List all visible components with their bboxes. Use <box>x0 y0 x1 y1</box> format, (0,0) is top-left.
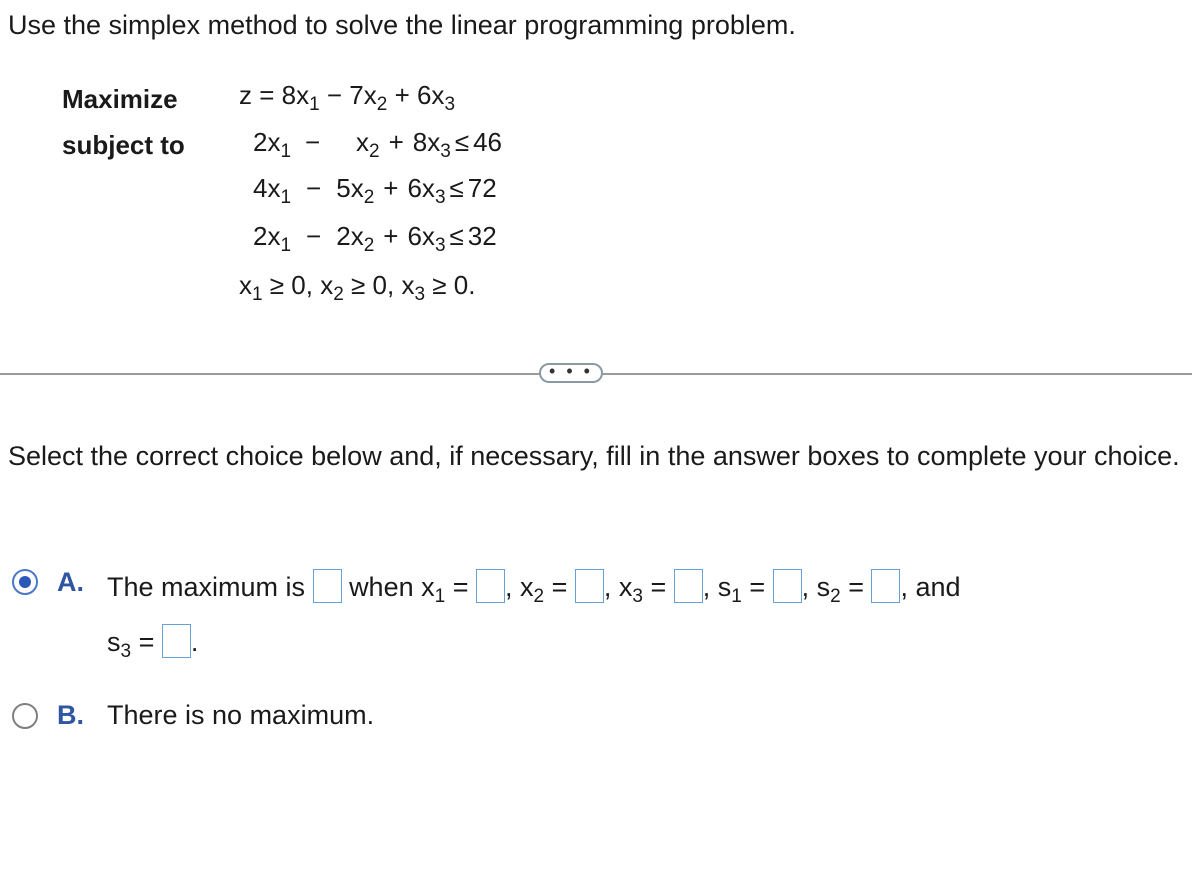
nonnegativity-constraint: $x_1 \ge 0$, $x_2 \ge 0$, $x_3 \ge 0$. <box>239 270 476 305</box>
choice-a-radio[interactable] <box>12 569 38 595</box>
constraint-1: $2x_1$ − <box>253 127 321 162</box>
x3-input[interactable] <box>674 569 703 603</box>
s3-input[interactable] <box>162 624 191 658</box>
choice-b-letter: B. <box>57 700 84 730</box>
prompt-text: Select the correct choice below and, if necessary, fill in the answer boxes to complete your choice. <box>8 441 1180 471</box>
choice-b-text: There is no maximum. <box>107 700 375 730</box>
constraint-1-rest: $x_2 + 8x_3 \le 46$ <box>356 127 503 162</box>
x1-input[interactable] <box>476 569 505 603</box>
instruction-text: Use the simplex method to solve the linear programming problem. <box>8 10 796 40</box>
choice-b-radio[interactable] <box>12 703 38 729</box>
show-more-button[interactable]: • • • <box>539 363 603 383</box>
s1-input[interactable] <box>773 569 802 603</box>
constraint-3: $2x_1 - 2x_2 + 6x_3 \le 32$ <box>253 221 497 256</box>
choice-a-line-2: $s_3$ = . <box>107 624 198 658</box>
objective-function: $z = 8x_1 - 7x_2 + 6x_3$ <box>239 80 456 115</box>
x2-input[interactable] <box>575 569 604 603</box>
choice-a-text: The maximum is <box>107 572 306 602</box>
maximum-input[interactable] <box>313 569 342 603</box>
s2-input[interactable] <box>871 569 900 603</box>
subject-to-label: subject to <box>62 130 185 160</box>
choice-a-line-1: The maximum is when $x_1$ = , $x_2$ = , $x_3$ = , $s_1$ = , $s_2$ = , and <box>107 569 961 603</box>
constraint-2: $4x_1 - 5x_2 + 6x_3 \le 72$ <box>253 173 497 208</box>
choice-a-letter: A. <box>57 567 84 597</box>
maximize-label: Maximize <box>62 84 178 114</box>
